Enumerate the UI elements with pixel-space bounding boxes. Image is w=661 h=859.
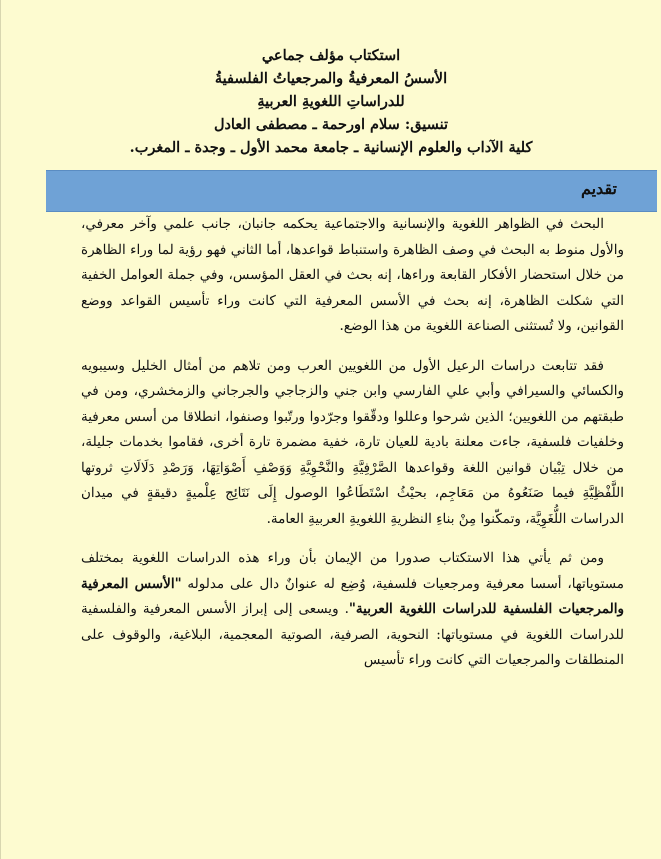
paragraph-2: فقد تتابعت دراسات الرعيل الأول من اللغويين العرب ومن تلاهم من أمثال الخليل وسيبويه والكسائي والسيرافي وأبي علي الفارسي وابن جني والزجاجي والجرجاني والزمخشري، ومن في طبقتهم من اللغويين؛ الذين شرحوا وعللوا ودقّقوا وجرّدوا ورتّبوا وصنفوا، انطلاقا من أسس معرفية وخلفيات فلسفية، جاءت معلنة بادية للعيان تارة، خفية مضمرة تارة أخرى، فقاموا بخدمات جليلة، من خلال تِبْيان قوانين اللغة وقواعدها الصَّرْفِيَّةِ والنَّحْوِيَّةِ وَوَصْفِ أَصْوَاتِهَا، وَرَصْدِ دَلَالَاتِ ثروتها اللَّفْظِيَّةِ فيما صَنَعُوهُ من مَعَاجِم، بحيْثُ اسْتَطَاعُوا الوصول إِلَى نَتَائِج عِلْميةٍ دقيقةٍ في ميدان الدراسات اللُّغَوِيَّة، وتمكّنوا مِنْ بناءِ النظريةِ اللغويةِ العربيةِ العامة. (81, 357, 624, 527)
paragraph-3-start: ومن ثم يأتي هذا الاستكتاب صدورا من الإيمان بأن وراء هذه الدراسات اللغوية بمختلف مستوياتها، أسسا معرفية ومرجعيات فلسفية، وُضِع له عنوانٌ دال على مدلوله (81, 550, 624, 592)
institution: كلية الآداب والعلوم الإنسانية ـ جامعة محمد الأول ـ وجدة ـ المغرب. (129, 139, 533, 156)
body-text (81, 212, 624, 688)
book-title: الأسسُ المعرفيةُ والمرجعياتُ الفلسفيةُ (214, 70, 448, 87)
paragraph-3 (81, 546, 624, 674)
book-subtitle: للدراساتِ اللغويةِ العربيةِ (257, 93, 405, 110)
document-header (41, 44, 621, 159)
paragraph-3-title-quote: "الأسس المعرفية والمرجعيات الفلسفية للدراسات اللغوية العربية" (81, 575, 625, 617)
paragraph-3-end: . ويسعى إلى إبراز الأسس المعرفية والفلسفية للدراسات اللغوية في مستوياتها: النحوية، الصرفية، الصوتية المعجمية، البلاغية، والوقوف على المنطلقات والمرجعيات التي كانت وراء تأسيس (81, 601, 624, 668)
section-banner (46, 170, 657, 212)
coordinators: تنسيق: سلام اورحمة ـ مصطفى العادل (213, 116, 449, 133)
paragraph-1: البحث في الظواهر اللغوية والإنسانية والاجتماعية يحكمه جانبان، جانب علمي وآخر معرفي، والأول منوط به البحث في وصف الظاهرة واستنباط قواعدها، أما الثاني فهو رؤية لما وراء الظاهرة من خلال استحضار الأفكار القابعة وراءها، إنه بحث في العقل المؤسس، وفي جملة العوامل الخفية التي شكلت الظاهرة، إنه بحث في الأسس المعرفية التي كانت وراء تأسيس القواعد ووضع القوانين، ولا تُستثنى الصناعة اللغوية من هذا الوضع. (81, 216, 624, 334)
section-title: تقديم (580, 179, 617, 198)
call-title: استكتاب مؤلف جماعي (261, 47, 401, 64)
